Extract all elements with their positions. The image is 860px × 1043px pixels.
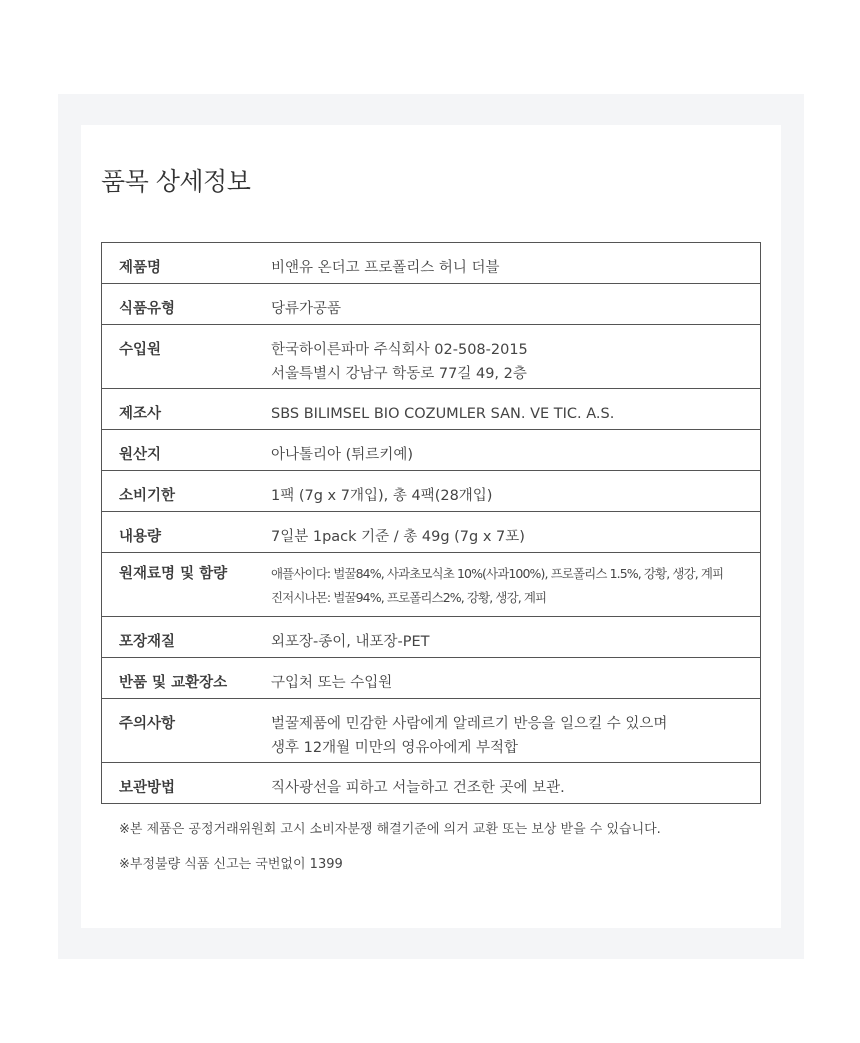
row-value-origin: 아나톨리아 (튀르키예) — [269, 430, 761, 471]
row-label-return-place: 반품 및 교환장소 — [102, 658, 270, 699]
row-value-importer: 한국하이른파마 주식회사 02-508-2015 서울특별시 강남구 학동로 77길 49, 2층 — [269, 325, 761, 389]
table-row — [102, 389, 761, 430]
row-value-food-type: 당류가공품 — [269, 284, 761, 325]
row-value-product-name: 비앤유 온더고 프로폴리스 허니 더블 — [269, 243, 761, 284]
row-label-packaging: 포장재질 — [102, 617, 270, 658]
product-info-table — [101, 242, 761, 804]
table-row — [102, 553, 761, 617]
row-value-manufacturer: SBS BILIMSEL BIO COZUMLER SAN. VE TIC. A.S. — [269, 389, 761, 430]
note-consumer-dispute: ※본 제품은 공정거래위원회 고시 소비자분쟁 해결기준에 의거 교환 또는 보상 받을 수 있습니다. — [119, 822, 661, 837]
row-label-origin: 원산지 — [102, 430, 270, 471]
row-label-manufacturer: 제조사 — [102, 389, 270, 430]
row-value-ingredients: 애플사이다: 벌꿀84%, 사과초모식초 10%(사과100%), 프로폴리스 1.5%, 강황, 생강, 계피 진저시나몬: 벌꿀94%, 프로폴리스2%, 강황, 생강, 계피 — [269, 553, 761, 617]
table-row — [102, 763, 761, 804]
table-row — [102, 471, 761, 512]
row-label-cautions: 주의사항 — [102, 699, 270, 763]
row-label-food-type: 식품유형 — [102, 284, 270, 325]
row-value-cautions: 벌꿀제품에 민감한 사람에게 알레르기 반응을 일으킬 수 있으며 생후 12개월 미만의 영유아에게 부적합 — [269, 699, 761, 763]
table-row — [102, 658, 761, 699]
table-row — [102, 243, 761, 284]
row-value-storage: 직사광선을 피하고 서늘하고 건조한 곳에 보관. — [271, 780, 565, 796]
row-label-storage: 보관방법 — [119, 780, 176, 796]
row-label-ingredients: 원재료명 및 함량 — [102, 553, 270, 617]
row-label-product-name: 제품명 — [102, 243, 270, 284]
table-row — [102, 325, 761, 389]
table-row — [102, 430, 761, 471]
row-label-content-amount: 내용량 — [102, 512, 270, 553]
row-value-expiry: 1팩 (7g x 7개입), 총 4팩(28개입) — [269, 471, 761, 512]
row-value-content-amount: 7일분 1pack 기준 / 총 49g (7g x 7포) — [269, 512, 761, 553]
row-label-expiry: 소비기한 — [102, 471, 270, 512]
notes — [119, 821, 661, 891]
table-row — [102, 617, 761, 658]
table-row — [102, 699, 761, 763]
note-report-hotline: ※부정불량 식품 신고는 국번없이 1399 — [119, 857, 343, 872]
section-title: 품목 상세정보 — [101, 167, 251, 196]
row-value-return-place: 구입처 또는 수입원 — [269, 658, 761, 699]
table-row — [102, 512, 761, 553]
row-value-packaging: 외포장-종이, 내포장-PET — [269, 617, 761, 658]
table-row — [102, 284, 761, 325]
row-label-importer: 수입원 — [102, 325, 270, 389]
